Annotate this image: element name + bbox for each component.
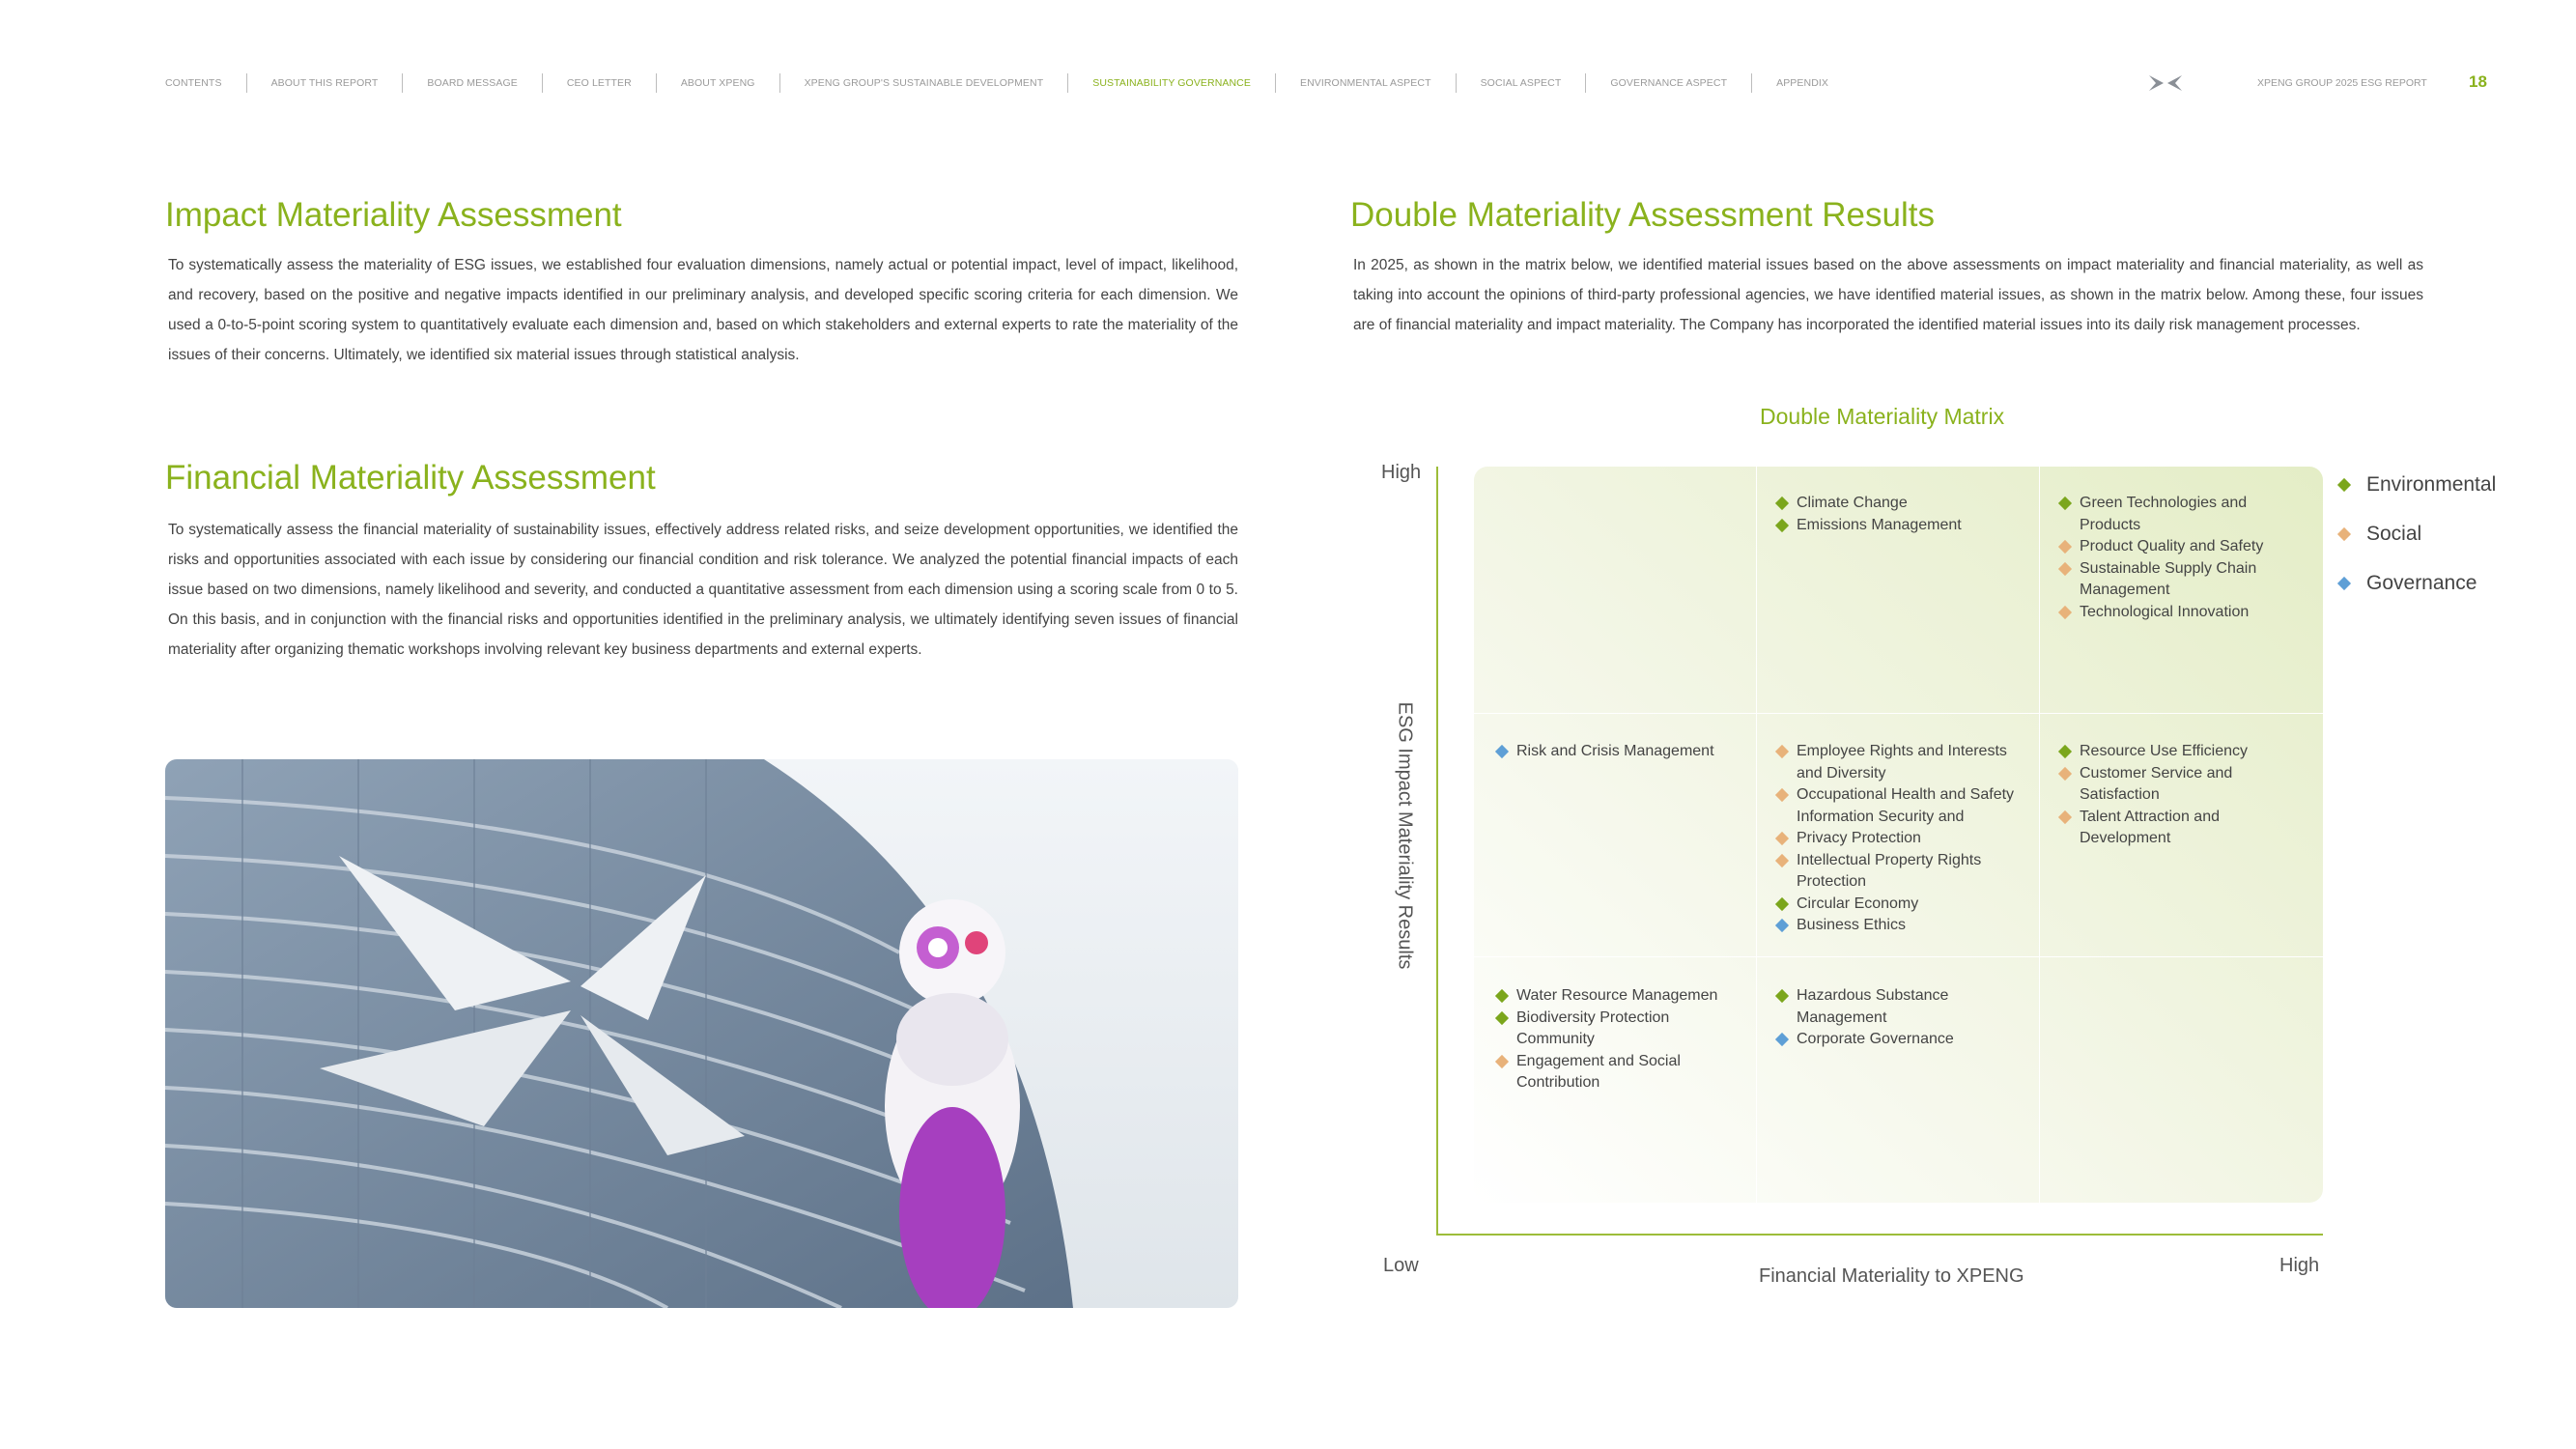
diamond-bullet-icon <box>1775 989 1789 1003</box>
matrix-cell-low-impact-mid-financial <box>1775 985 2028 1051</box>
matrix-issue-label: Business Ethics <box>1797 917 1906 933</box>
matrix-issue-label: Water Resource Managemen <box>1516 987 1718 1004</box>
diamond-bullet-icon <box>1495 989 1509 1003</box>
x-high-label: High <box>2279 1255 2320 1276</box>
matrix-issue-label: Circular Economy <box>1797 895 1919 912</box>
nav-item[interactable]: XPENG GROUP'S SUSTAINABLE DEVELOPMENT <box>779 73 1068 93</box>
matrix-issue <box>1495 985 1741 1008</box>
x-low-label: Low <box>1383 1255 1419 1276</box>
matrix-issue-label: Resource Use Efficiency <box>2080 743 2248 759</box>
matrix-issue <box>2058 493 2311 536</box>
matrix-cell-high-impact-high-financial <box>2058 493 2319 623</box>
nav-item[interactable]: GOVERNANCE ASPECT <box>1585 73 1751 93</box>
diamond-bullet-icon <box>2058 745 2072 758</box>
diamond-legend-icon <box>2337 526 2351 540</box>
diamond-bullet-icon <box>1495 1010 1509 1024</box>
page-number: 18 <box>2469 72 2487 91</box>
diamond-bullet-icon <box>1775 518 1789 531</box>
matrix-issue <box>2058 763 2311 807</box>
diamond-bullet-icon <box>2058 497 2072 510</box>
grid-divider <box>1474 713 2323 714</box>
diamond-bullet-icon <box>2058 561 2072 575</box>
diamond-bullet-icon <box>1775 853 1789 867</box>
nav-item[interactable]: CONTENTS <box>165 77 222 89</box>
matrix-issue <box>1775 741 2030 784</box>
y-axis-line <box>1436 467 1438 1236</box>
matrix-issue <box>1495 741 1741 763</box>
matrix-issue-label: Risk and Crisis Management <box>1516 743 1714 759</box>
financial-title: Financial Materiality Assessment <box>165 459 656 497</box>
matrix-issue-label: Green Technologies and Products <box>2080 495 2248 533</box>
matrix-issue-label: Corporate Governance <box>1797 1031 1954 1047</box>
report-name: XPENG GROUP 2025 ESG REPORT <box>2257 77 2427 89</box>
diamond-bullet-icon <box>1775 497 1789 510</box>
matrix-issue-label: Product Quality and Safety <box>2080 538 2264 554</box>
nav-item[interactable]: BOARD MESSAGE <box>402 73 542 93</box>
diamond-bullet-icon <box>1775 896 1789 910</box>
double-body: In 2025, as shown in the matrix below, we identified material issues based on the above assessments on impact materiality and financial materiality, as well as taking into account the opinions of third-party professional agencies, we have identified material issues, as shown in the matrix below. Among these, four issues are of financial materiality and impact materiality. The Company has incorporated the identified material issues into its daily risk management processes. <box>1353 257 2423 333</box>
nav-item[interactable]: SUSTAINABILITY GOVERNANCE <box>1067 73 1275 93</box>
matrix-issue <box>2058 536 2311 558</box>
matrix-issue <box>1495 1051 1741 1094</box>
matrix-issue-label: Emissions Management <box>1797 516 1962 533</box>
matrix-issue <box>1775 1029 2021 1051</box>
grid-divider <box>1756 467 1757 1203</box>
diamond-bullet-icon <box>1495 1054 1509 1067</box>
diamond-bullet-icon <box>2058 605 2072 618</box>
nav-item[interactable]: ENVIRONMENTAL ASPECT <box>1275 73 1456 93</box>
legend-label: Environmental <box>2366 472 2497 496</box>
matrix-issue <box>1775 985 2021 1029</box>
matrix-issue-label: Privacy Protection <box>1797 830 1921 846</box>
grid-divider <box>2039 467 2040 1203</box>
matrix-cell-mid-impact-low-financial <box>1495 741 1748 763</box>
xpeng-logo-icon <box>2148 73 2183 93</box>
matrix-cell-high-impact-mid-financial <box>1775 493 2034 536</box>
nav-item[interactable]: ABOUT THIS REPORT <box>246 73 403 93</box>
diamond-bullet-icon <box>2058 540 2072 554</box>
matrix-issue-label: Climate Change <box>1797 495 1908 511</box>
matrix-issue <box>1775 784 2030 828</box>
matrix-issue <box>1775 493 2026 515</box>
matrix-issue <box>2058 807 2311 850</box>
diamond-bullet-icon <box>2058 810 2072 823</box>
nav-item[interactable]: ABOUT XPENG <box>656 73 779 93</box>
diamond-legend-icon <box>2337 477 2351 491</box>
diamond-bullet-icon <box>1775 788 1789 802</box>
x-axis-label: Financial Materiality to XPENG <box>1759 1265 2024 1287</box>
matrix-title: Double Materiality Matrix <box>1760 404 2005 429</box>
grid-divider <box>1474 956 2323 957</box>
matrix-issue <box>1495 1008 1741 1051</box>
legend-item <box>2337 509 2496 558</box>
matrix-legend <box>2337 460 2496 608</box>
nav-item[interactable]: SOCIAL ASPECT <box>1456 73 1586 93</box>
matrix-issue-label: Talent Attraction and Development <box>2080 808 2220 846</box>
diamond-bullet-icon <box>1775 919 1789 932</box>
matrix-issue <box>2058 741 2311 763</box>
matrix-issue-label: Engagement and Social Contribution <box>1516 1052 1681 1091</box>
double-title: Double Materiality Assessment Results <box>1350 196 1935 234</box>
matrix-issue-label: Intellectual Property Rights Protection <box>1797 851 1982 890</box>
matrix-issue <box>1775 515 2026 537</box>
legend-label: Governance <box>2366 571 2477 594</box>
y-axis-label: ESG Impact Materiality Results <box>1394 701 1416 970</box>
matrix-issue-label: Employee Rights and Interests and Diversity <box>1797 743 2007 781</box>
diamond-bullet-icon <box>1775 832 1789 845</box>
lion-dance-photo <box>165 759 1238 1308</box>
matrix-issue <box>1775 850 2030 894</box>
matrix-issue-label: Sustainable Supply Chain Management <box>2080 559 2257 598</box>
top-navigation <box>165 73 1853 93</box>
matrix-issue-label: Biodiversity Protection Community <box>1516 1009 1670 1047</box>
matrix-issue-label: Hazardous Substance Management <box>1797 987 1949 1026</box>
nav-item[interactable]: CEO LETTER <box>542 73 656 93</box>
x-axis-line <box>1436 1234 2323 1236</box>
nav-item[interactable]: APPENDIX <box>1751 73 1853 93</box>
legend-label: Social <box>2366 522 2422 545</box>
diamond-bullet-icon <box>1775 1033 1789 1046</box>
matrix-cell-low-impact-low-financial <box>1495 985 1748 1094</box>
matrix-issue <box>2058 558 2311 602</box>
financial-body: To systematically assess the financial materiality of sustainability issues, effectively address related risks, and seize development opportunities, we identified the risks and opportunities associated with each issue by considering our financial condition and risk tolerance. We analyzed the potential financial impacts of each issue based on two dimensions, namely likelihood and severity, and conducted a quantitative assessment from each dimension using a scoring scale from 0 to 5. On this basis, and in conjunction with the financial risks and opportunities identified in the preliminary analysis, we ultimately identifying seven issues of financial materiality after organizing thematic workshops involving relevant key business departments and external experts. <box>168 522 1238 658</box>
matrix-issue-label: Occupational Health and Safety Information Security and <box>1797 786 2015 825</box>
diamond-bullet-icon <box>1495 745 1509 758</box>
matrix-issue <box>2058 602 2311 624</box>
diamond-bullet-icon <box>2058 766 2072 780</box>
diamond-bullet-icon <box>1775 745 1789 758</box>
matrix-cell-mid-impact-high-financial <box>2058 741 2319 850</box>
matrix-issue-label: Customer Service and Satisfaction <box>2080 764 2233 803</box>
y-high-label: High <box>1381 462 1422 483</box>
matrix-issue <box>1775 828 2030 850</box>
legend-item <box>2337 558 2496 608</box>
diamond-legend-icon <box>2337 576 2351 589</box>
matrix-issue <box>1775 915 2030 937</box>
matrix-issue-label: Technological Innovation <box>2080 603 2250 620</box>
legend-item <box>2337 460 2496 509</box>
matrix-issue <box>1775 894 2030 916</box>
impact-title: Impact Materiality Assessment <box>165 196 622 234</box>
matrix-cell-mid-impact-mid-financial <box>1775 741 2038 937</box>
impact-body: To systematically assess the materiality of ESG issues, we established four evaluation dimensions, namely actual or potential impact, level of impact, likelihood, and recovery, based on the positive and negative impacts identified in our preliminary analysis, and developed specific scoring criteria for each dimension. We used a 0-to-5-point scoring system to quantitatively evaluate each dimension and, based on which stakeholders and external experts to rate the materiality of the issues of their concerns. Ultimately, we identified six material issues through statistical analysis. <box>168 257 1238 363</box>
